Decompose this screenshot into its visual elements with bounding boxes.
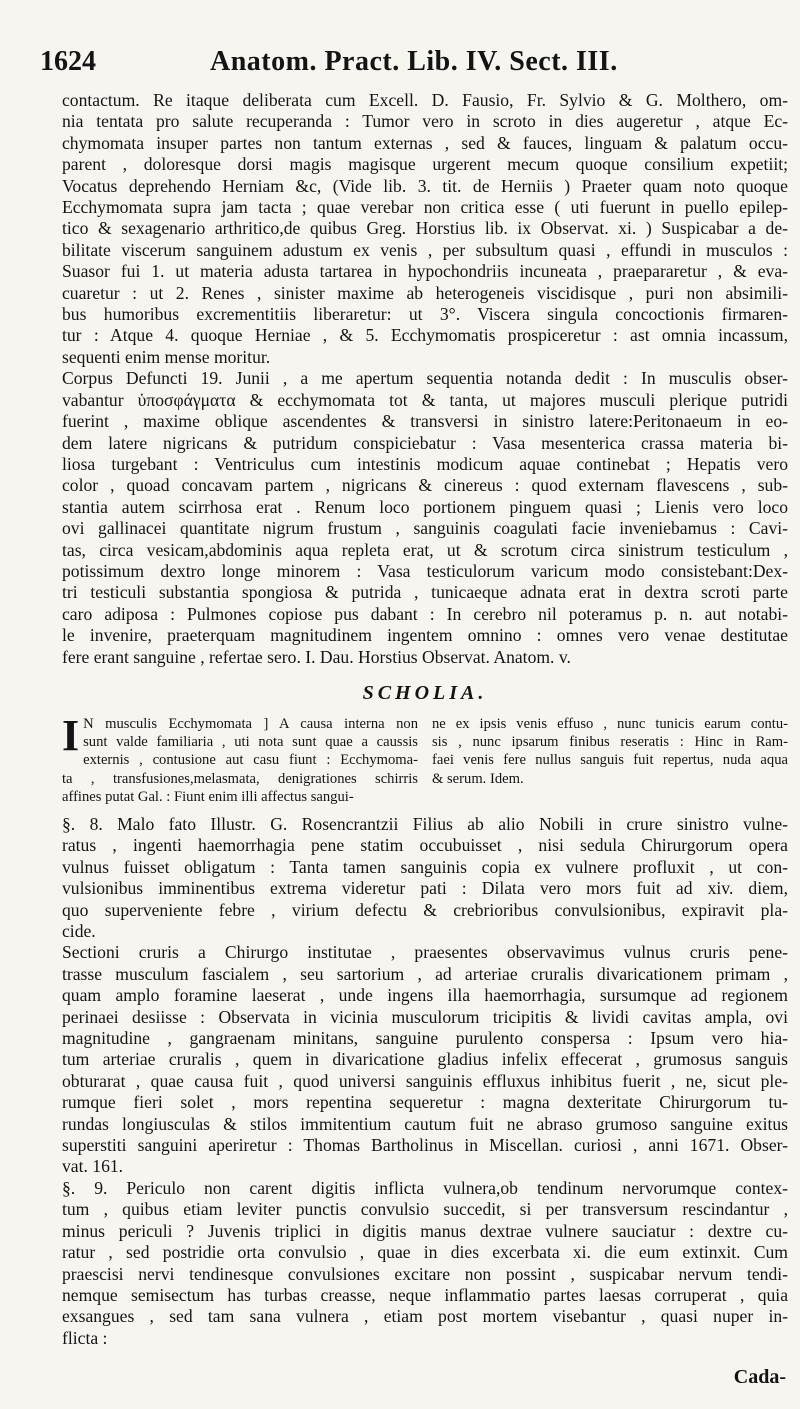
text-line: ta , transfusiones,melasmata, denigrationes schirris (62, 770, 418, 787)
text-line: dem latere nigricans & putridum conspiciebatur : Vasa mesenterica crassa materia bi- (62, 432, 788, 453)
text-line: flicta : (62, 1327, 108, 1348)
text-line: N musculis Ecchymomata ] A causa interna non (83, 715, 418, 732)
text-line: tur : Atque 4. quoque Herniae , & 5. Ecchymomatis prospiceretur : ast omnia incassum, (62, 325, 788, 346)
text-line: Ecchymomata supra jam tacta ; quae verebar non critica esse ( uti fuerunt in puello epilep- (62, 197, 788, 218)
scholia-columns (62, 710, 788, 806)
text-line: sequenti enim mense moritur. (62, 346, 271, 367)
text-line: tri testiculi substantia spongiosa & putrida , tunicaeque adnata erat in dextra scroti parte (62, 582, 788, 603)
text-line: tum , quibus etiam leviter punctis convulsio succedit, si per transversum rescindantur , (62, 1199, 788, 1220)
paragraph-section-8 (62, 814, 788, 942)
text-line: tum arteriae cruralis , quem in divaricatione gladius infelix effecerat , grumosus sanguis (62, 1049, 788, 1070)
text-line: rumque fieri solet , mors repentina sequeretur : magna dexteritate Chirurgorum tu- (62, 1092, 788, 1113)
text-line: rundas longiusculas & stilos immitentium cautum fuit ne abraso grumoso sanguine exitus (62, 1113, 788, 1134)
text-line: bilitate viscerum sanguinem adustum ex venis , per subsultum quasi , effundi in musculos : (62, 239, 788, 260)
catchword: Cada- (733, 1366, 786, 1388)
text-line: nia tentata pro salute recuperanda : Tumor vero in scroto in dies augeretur , atque Ec- (62, 111, 788, 132)
text-line: tas, circa vesicam,abdominis aqua repleta erat, ut & scrotum circa sinistrum testiculum , (62, 539, 788, 560)
text-line: ratur , sed postridie orta convulsio , quae in dies excerbata xi. die eum extinxit. Cum (62, 1242, 788, 1263)
text-line: superstiti sanguini aperiretur : Thomas Bartholinus in Miscellan. curiosi , anni 1671. Obser- (62, 1135, 788, 1156)
text-line: quam amplo foramine laeserat , unde ingens illa haemorrhagia, sursumque ad regionem (62, 985, 788, 1006)
text-line: & serum. Idem. (432, 770, 524, 787)
text-line: tico & sexagenario arthritico,de quibus Greg. Horstius lib. ix Observat. xi. ) Suspicabar a de- (62, 218, 788, 239)
text-line: magnitudine , gangraenam minitans, sanguine purulento conspersa : Ipsum vero hia- (62, 1028, 788, 1049)
text-line: fuerint , maxime oblique ascendentes & transversi in sinistro latere:Peritonaeum in eo- (62, 411, 788, 432)
text-line: chymomata insuper partes non tantum externas , sed & fauces, linguam & palatum occu- (62, 132, 788, 153)
text-line: §. 9. Periculo non carent digitis inflicta vulnera,ob tendinum nervorumque contex- (62, 1177, 788, 1198)
running-title: Anatom. Pract. Lib. IV. Sect. III. (210, 46, 618, 77)
text-line: Corpus Defuncti 19. Junii , a me apertum sequentia notanda dedit : In musculis obser- (62, 368, 788, 389)
text-line: perinaei desiisse : Observata in vicinia musculorum tricipitis & lividi cavitas ampla, ovi (62, 1006, 788, 1027)
scholia-heading: SCHOLIA. (362, 681, 488, 704)
text-line: ne ex ipsis venis effuso , nunc tunicis earum contu- (432, 715, 788, 732)
paragraph-section-9 (62, 1178, 788, 1349)
text-line: praescisi nervi tendinesque convulsiones excitare non possint , suspicabar nervum tendi- (62, 1263, 788, 1284)
text-line: contactum. Re itaque deliberata cum Excell. D. Fausio, Fr. Sylvio & G. Molthero, om- (62, 90, 788, 110)
running-header (40, 46, 788, 86)
paragraph-autopsy (62, 368, 788, 668)
text-line: sis , nunc ipsarum finibus reseratis : Hinc in Ram- (432, 734, 788, 751)
text-line: cuaretur : ut 2. Renes , sinister maxime ab heterogeneis viscidisque , puri non absimili- (62, 282, 788, 303)
text-line: color , quoad concavam partem , nigricans & cinereus : quod externam flavescens , sub- (62, 475, 788, 496)
text-line: le invenire, praeterquam magnitudinem ingentem omnino : omnes vero venae destitutae (62, 625, 788, 646)
text-line: Suasor fui 1. ut materia adusta tartarea in hypochondriis incuneata , praepararetur , & eva- (62, 261, 788, 282)
text-line: liosa turgebant : Ventriculus cum intestinis modicum aquae continebat ; Hepatis vero (62, 453, 788, 474)
text-line: Vocatus deprehendo Herniam &c, (Vide lib. 3. tit. de Herniis ) Praeter quam noto quoque (62, 175, 788, 196)
text-line: ratus , ingenti haemorrhagia pene statim occubuisset , nisi sedula Chirurgorum opera (62, 835, 788, 856)
text-line: vat. 161. (62, 1156, 124, 1177)
paragraph-case-history (62, 90, 788, 368)
text-line: obturarat , quae causa fuit , quod universi sanguinis effluxus inhibitus fuerit , ne, sicut ple- (62, 1070, 788, 1091)
text-line: vulnus fuisset obligatum : Tanta tamen sanguinis copia ex vulnere profluxit , ut con- (62, 856, 788, 877)
text-line: caro adiposa : Pulmones copiose pus dabant : In cerebro nil poteramus p. n. aut notabi- (62, 603, 788, 624)
text-line: trasse musculum fascialem , seu sartorium , ad arteriae cruralis divaricationem primam , (62, 963, 788, 984)
text-line: vabantur ὑποσφάγματα & ecchymomata tot & tanta, ut majores musculi plerique putridi (62, 389, 788, 410)
scholia-left-column (62, 710, 418, 806)
text-line: faei venis fere nullus sanguis fuit repertus, nuda aqua (432, 752, 788, 769)
text-line: §. 8. Malo fato Illustr. G. Rosencrantzii Filius ab alio Nobili in crure sinistro vulne- (62, 813, 788, 834)
page-number: 1624 (40, 46, 96, 77)
text-line: ovi gallinacei quantitate nigrum frustum , sanguinis coagulati facie inveniebamus : Cavi- (62, 518, 788, 539)
text-line: quo superveniente febre , virium defectu & crebrioribus convulsionibus, expiravit pla- (62, 899, 788, 920)
text-line: affines putat Gal. : Fiunt enim illi affectus sangui- (62, 788, 354, 805)
scholia-right-column (432, 715, 788, 806)
text-line: exsangues , sed tam sana vulnera , etiam post mortem visebantur , quasi nuper in- (62, 1306, 788, 1327)
text-line: bus humoribus excrementitiis liberaretur: ut 3°. Viscera singula concoctionis firmaren- (62, 304, 788, 325)
drop-cap: I (62, 710, 80, 760)
text-line: parent , doloresque dorsi magis magisque urgerent mecum quoque consilium expetiit; (62, 154, 788, 175)
text-line: sunt valde familiaria , uti nota sunt quae a caussis (83, 734, 418, 751)
text-line: nemque semisectum has turbas creasse, neque inflammatio partes laesas corruperat , quia (62, 1284, 788, 1305)
text-line: minus periculi ? Juvenis triplici in digitis manus dextrae vulnere sauciatur : dextre cu- (62, 1220, 788, 1241)
paragraph-dissection (62, 942, 788, 1177)
text-line: vulsionibus imminentibus extrema videretur pati : Dilata vero mors fuit ad xiv. diem, (62, 878, 788, 899)
text-line: potissimum dextro longe minorem : Vasa testiculorum varicum modo consistebant:Dex- (62, 560, 788, 581)
text-line: Sectioni cruris a Chirurgo institutae , praesentes observavimus vulnus cruris pene- (62, 942, 788, 963)
text-line: cide. (62, 921, 96, 942)
text-line: stantia autem scirrhosa erat . Renum loco portionem pinguem quasi ; Lienis vero loco (62, 496, 788, 517)
text-line: fere erant sanguine , refertae sero. I. Dau. Horstius Observat. Anatom. v. (62, 646, 571, 667)
text-line: externis , contusione aut casu fiunt : Ecchymoma- (83, 752, 418, 769)
